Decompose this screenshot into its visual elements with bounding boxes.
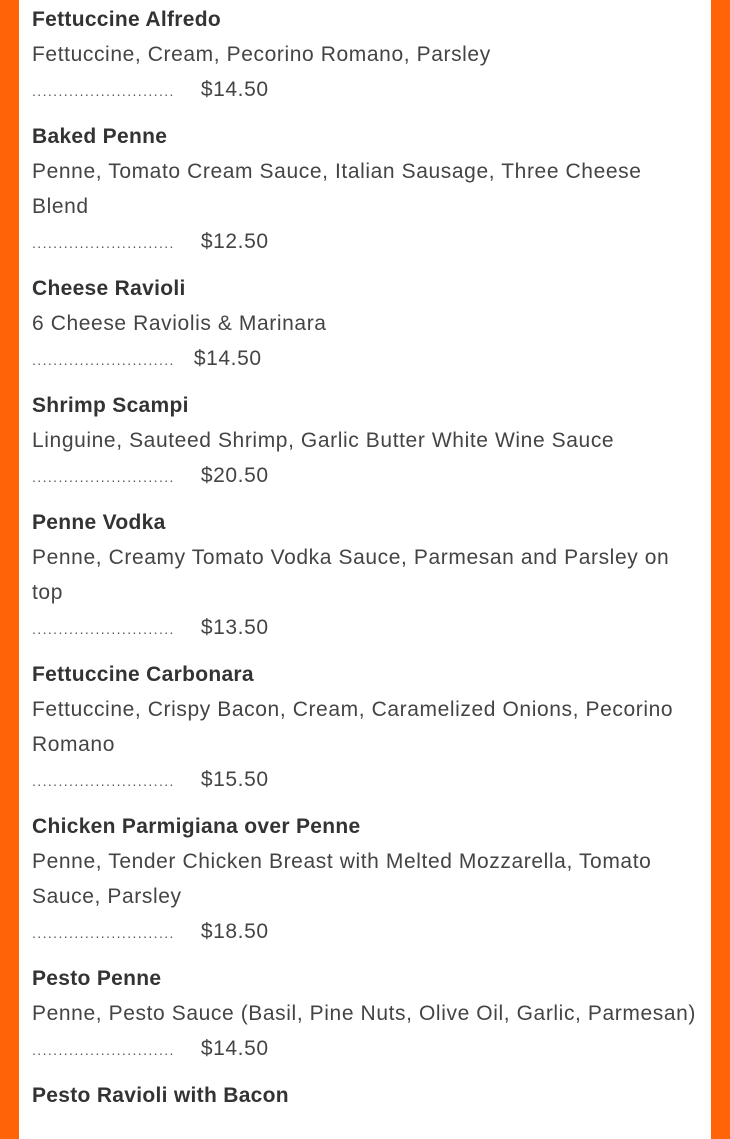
menu-item xyxy=(32,809,704,951)
dot-leader: ........................... xyxy=(32,925,175,941)
menu-item-description: Penne, Pesto Sauce (Basil, Pine Nuts, Olive Oil, Garlic, Parmesan) xyxy=(32,1002,697,1025)
menu-item-description: Fettuccine, Crispy Bacon, Cream, Caramelized Onions, Pecorino Romano xyxy=(32,698,674,756)
dot-leader: ........................... xyxy=(32,1042,175,1058)
menu-item-name: Chicken Parmigiana over Penne xyxy=(32,815,361,838)
menu-item-price: $12.50 xyxy=(200,230,269,253)
menu-item xyxy=(32,961,704,1068)
dot-leader: ........................... xyxy=(32,773,175,789)
menu-item-price: $20.50 xyxy=(200,464,269,487)
menu-item-price-row xyxy=(32,224,704,261)
menu-item xyxy=(32,2,704,109)
menu-item-name: Cheese Ravioli xyxy=(32,277,186,300)
menu-panel xyxy=(19,0,711,1139)
menu-item xyxy=(32,657,704,799)
menu-item-price: $14.50 xyxy=(193,347,262,370)
menu-item-price: $14.50 xyxy=(200,1037,269,1060)
dot-leader: ........................... xyxy=(32,352,175,368)
menu-item-price: $13.50 xyxy=(200,616,269,639)
menu-item xyxy=(32,119,704,261)
menu-item-description: Fettuccine, Cream, Pecorino Romano, Parsley xyxy=(32,43,491,66)
menu-item-price: $18.50 xyxy=(200,920,269,943)
menu-item xyxy=(32,505,704,647)
menu-item-description: Penne, Tomato Cream Sauce, Italian Sausage, Three Cheese Blend xyxy=(32,160,642,218)
menu-item-price: $14.50 xyxy=(200,78,269,101)
menu-item xyxy=(32,271,704,378)
menu-item-description: Linguine, Sauteed Shrimp, Garlic Butter White Wine Sauce xyxy=(32,429,615,452)
menu-item-description: Penne, Tender Chicken Breast with Melted Mozzarella, Tomato Sauce, Parsley xyxy=(32,850,652,908)
dot-leader: ........................... xyxy=(32,235,175,251)
menu-item-price-row xyxy=(32,458,704,495)
menu-item-price: $15.50 xyxy=(200,768,269,791)
menu-item-name: Pesto Ravioli with Bacon xyxy=(32,1084,289,1107)
dot-leader: ........................... xyxy=(32,621,175,637)
cut-off-previous-row xyxy=(32,0,704,2)
menu-item-name: Fettuccine Alfredo xyxy=(32,8,221,31)
menu-item-description: Penne, Creamy Tomato Vodka Sauce, Parmesan and Parsley on top xyxy=(32,546,670,604)
menu-item-name: Penne Vodka xyxy=(32,511,166,534)
dot-leader: ........................... xyxy=(32,83,175,99)
menu-item-price-row xyxy=(32,610,704,647)
menu-item xyxy=(32,388,704,495)
menu-item-price-row xyxy=(32,341,704,378)
menu-item-name: Pesto Penne xyxy=(32,967,162,990)
menu-item-price-row xyxy=(32,1031,704,1068)
menu-item-price-row xyxy=(32,762,704,799)
menu-list xyxy=(32,0,704,1123)
dot-leader: ........................... xyxy=(32,469,175,485)
menu-item-name: Baked Penne xyxy=(32,125,168,148)
menu-item-name: Fettuccine Carbonara xyxy=(32,663,254,686)
menu-item-price-row xyxy=(32,914,704,951)
menu-item-price-row xyxy=(32,72,704,109)
menu-item xyxy=(32,1078,704,1113)
menu-item-name: Shrimp Scampi xyxy=(32,394,189,417)
menu-item-description: 6 Cheese Raviolis & Marinara xyxy=(32,312,327,335)
